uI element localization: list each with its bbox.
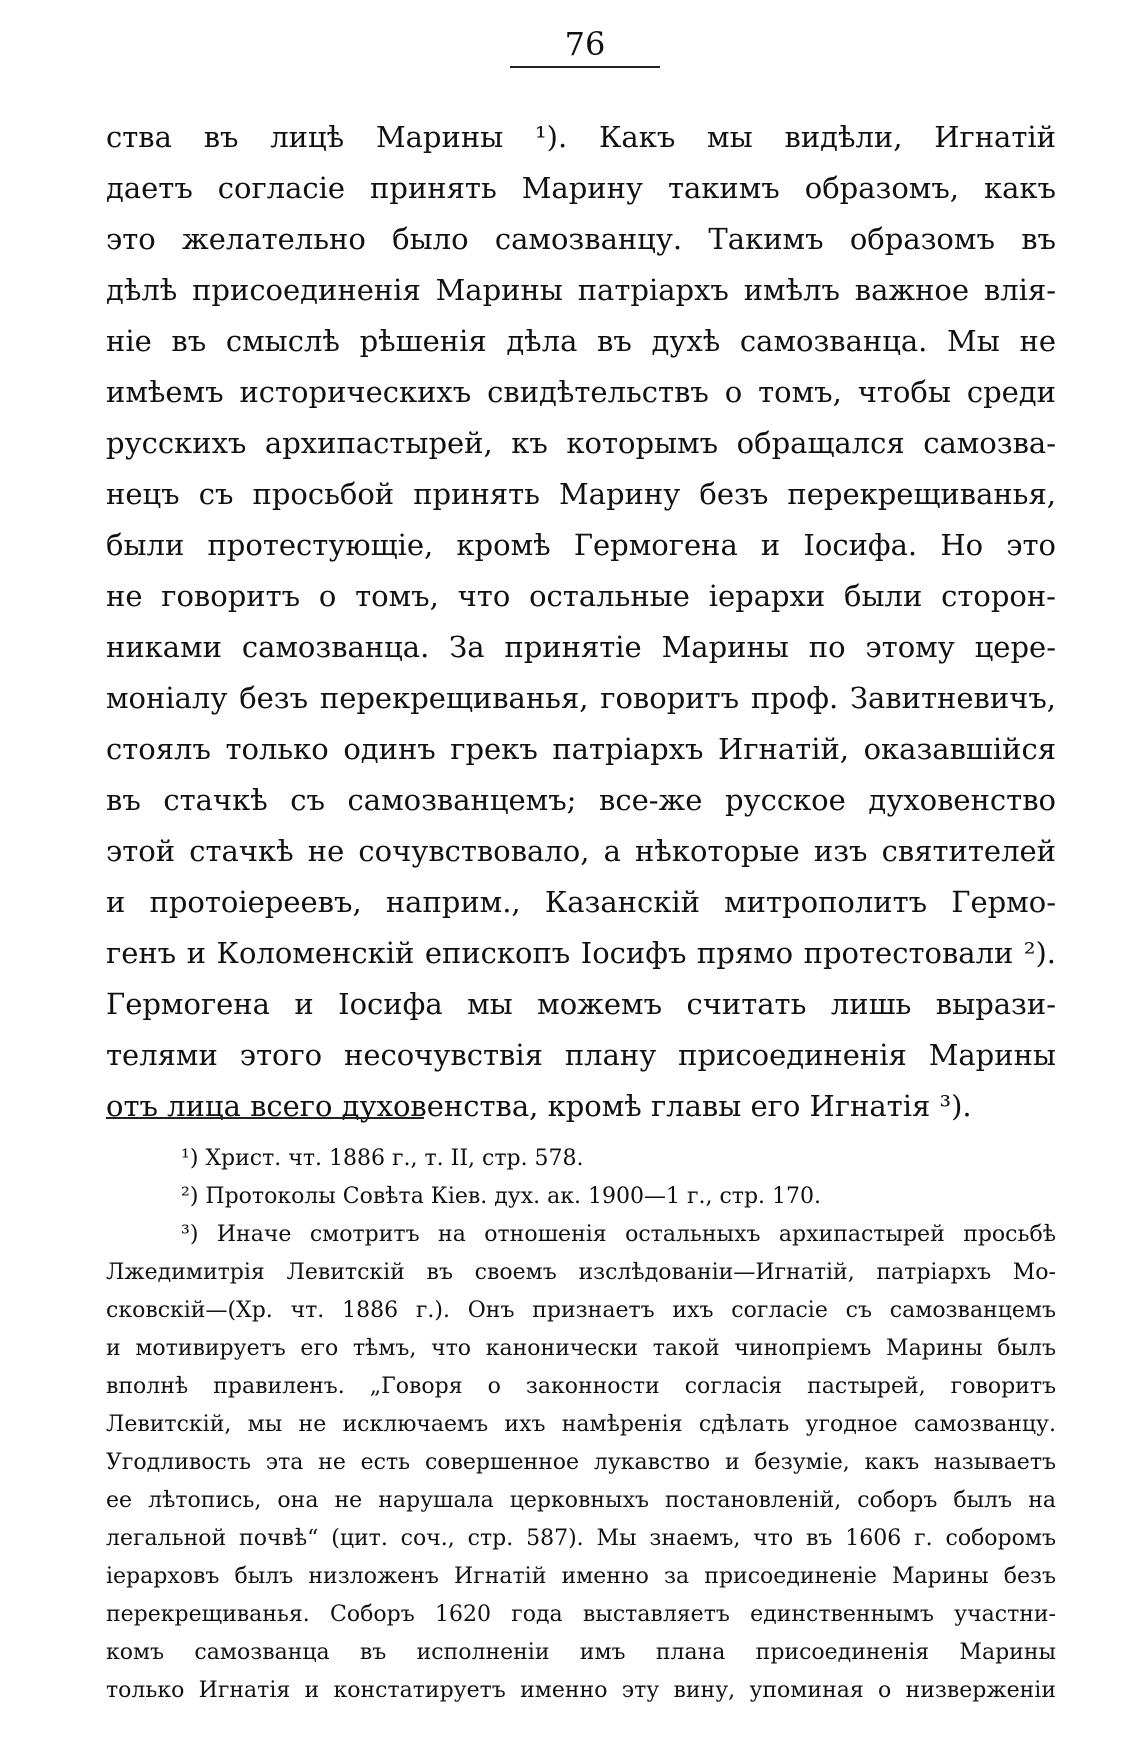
footnotes <box>106 1140 1056 1710</box>
footnote-3-line: ее лѣтопись, она не нарушала церковныхъ постановленій, соборъ былъ на <box>106 1488 1056 1513</box>
page-number-rule <box>510 66 660 68</box>
body-line: даетъ согласіе принять Марину такимъ образомъ, какъ <box>106 171 1056 205</box>
footnote-3-line: вполнѣ правиленъ. „Говоря о законности согласія пастырей, говоритъ <box>106 1374 1056 1399</box>
body-line: и протоіереевъ, наприм., Казанскій митрополитъ Гермо- <box>106 885 1056 919</box>
body-line: нецъ съ просьбой принять Марину безъ перекрещиванья, <box>106 477 1056 511</box>
body-text <box>106 112 1056 1132</box>
body-line: отъ лица всего духовенства, кромѣ главы его Игнатія ³). <box>106 1089 972 1123</box>
footnote-3-line: Левитскій, мы не исключаемъ ихъ намѣренія сдѣлать угодное самозванцу. <box>106 1412 1056 1437</box>
footnote-3-line: Угодливость эта не есть совершенное лукавство и безуміе, какъ называетъ <box>106 1450 1056 1475</box>
footnote-3-line: комъ самозванца въ исполненіи имъ плана присоединенія Марины <box>106 1640 1056 1665</box>
body-line: имѣемъ историческихъ свидѣтельствъ о томъ, чтобы среди <box>106 375 1056 409</box>
body-line: стоялъ только одинъ грекъ патріархъ Игнатій, оказавшійся <box>106 732 1056 766</box>
body-line: Гермогена и Іосифа мы можемъ считать лишь вырази- <box>106 987 1056 1021</box>
body-line: въ стачкѣ съ самозванцемъ; все-же русское духовенство <box>106 783 1056 817</box>
page-number: 76 <box>564 25 606 63</box>
body-line: не говоритъ о томъ, что остальные іерархи были сторон- <box>106 579 1056 613</box>
footnote-3-line: перекрещиванья. Соборъ 1620 года выставляетъ единственнымъ участни- <box>106 1602 1056 1627</box>
footnote-3-line: іерарховъ былъ низложенъ Игнатій именно за присоединеніе Марины безъ <box>106 1564 1056 1589</box>
footnote-3-line: ³) Иначе смотритъ на отношенія остальныхъ архипастырей просьбѣ <box>181 1222 1056 1247</box>
footnote-3-line: Лжедимитрія Левитскій въ своемъ изслѣдованіи—Игнатій, патріархъ Мо- <box>106 1260 1056 1285</box>
body-line: телями этого несочувствія плану присоединенія Марины <box>106 1038 1056 1072</box>
body-line: никами самозванца. За принятіе Марины по этому цере- <box>106 630 1056 664</box>
body-line: генъ и Коломенскій епископъ Іосифъ прямо протестовали ²). <box>106 936 1056 970</box>
footnote-2: ²) Протоколы Совѣта Кіев. дух. ак. 1900—1 г., стр. 170. <box>181 1184 822 1209</box>
body-line: были протестующіе, кромѣ Гермогена и Іосифа. Но это <box>106 528 1056 562</box>
footnote-3-line: и мотивируетъ его тѣмъ, что канонически такой чинопріемъ Марины былъ <box>106 1336 1056 1361</box>
footnote-separator <box>106 1117 424 1119</box>
body-line: моніалу безъ перекрещиванья, говоритъ проф. Завитневичъ, <box>106 681 1056 715</box>
footnote-1: ¹) Христ. чт. 1886 г., т. II, стр. 578. <box>181 1146 584 1171</box>
footnote-3-line: сковскій—(Хр. чт. 1886 г.). Онъ признаетъ ихъ согласіе съ самозванцемъ <box>106 1298 1056 1323</box>
body-line: этой стачкѣ не сочувствовало, а нѣкоторые изъ святителей <box>106 834 1056 868</box>
body-line: ства въ лицѣ Марины ¹). Какъ мы видѣли, Игнатій <box>106 120 1056 154</box>
body-line: русскихъ архипастырей, къ которымъ обращался самозва- <box>106 426 1056 460</box>
body-line: дѣлѣ присоединенія Марины патріархъ имѣлъ важное влія- <box>106 273 1056 307</box>
body-line: это желательно было самозванцу. Такимъ образомъ въ <box>106 222 1056 256</box>
footnote-3-line: только Игнатія и констатируетъ именно эту вину, упоминая о низверженіи <box>106 1678 1056 1703</box>
body-line: ніе въ смыслѣ рѣшенія дѣла въ духѣ самозванца. Мы не <box>106 324 1056 358</box>
footnote-3-line: легальной почвѣ“ (цит. соч., стр. 587). Мы знаемъ, что въ 1606 г. соборомъ <box>106 1526 1056 1551</box>
